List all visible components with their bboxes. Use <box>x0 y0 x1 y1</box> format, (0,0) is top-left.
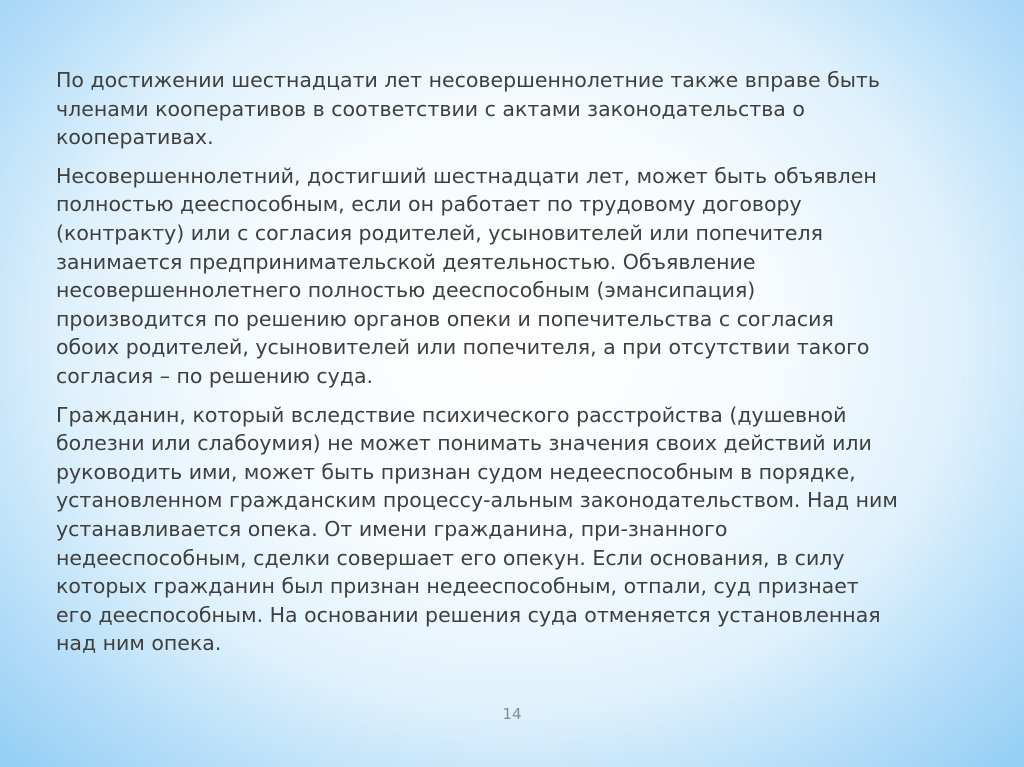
paragraph-incapacity: Гражданин, который вследствие психического расстройства (душевной болезни или слабоумия) не может понимать значения своих действий или руководить ими, может быть признан судом недееспособным в порядке, установленном гражданским процессу-альным законодательством. Над ним устанавливается опека. От имени гражданина, при-знанного недееспособным, сделки совершает его опекун. Если основания, в силу которых гражданин был признан недееспособным, отпали, суд признает его дееспособным. На основании решения суда отменяется установленная над ним опека. <box>56 402 898 656</box>
page-number: 14 <box>502 705 522 723</box>
paragraph-emancipation: Несовершеннолетний, достигший шестнадцати лет, может быть объявлен полностью дееспособным, если он работает по трудовому договору (контракту) или с согласия родителей, усыновителей или попечителя занимается предпринимательской деятельностью. Объявление несовершеннолетнего полностью дееспособным (эмансипация) производится по решению органов опеки и попечительства с согласия обоих родителей, усыновителей или попечителя, а при отсутствии такого согласия – по решению суда. <box>56 163 877 388</box>
paragraph-cooperatives: По достижении шестнадцати лет несовершеннолетние также вправе быть членами кооперативов в соответствии с актами законодательства о кооперативах. <box>56 68 880 150</box>
slide-body <box>56 66 961 668</box>
